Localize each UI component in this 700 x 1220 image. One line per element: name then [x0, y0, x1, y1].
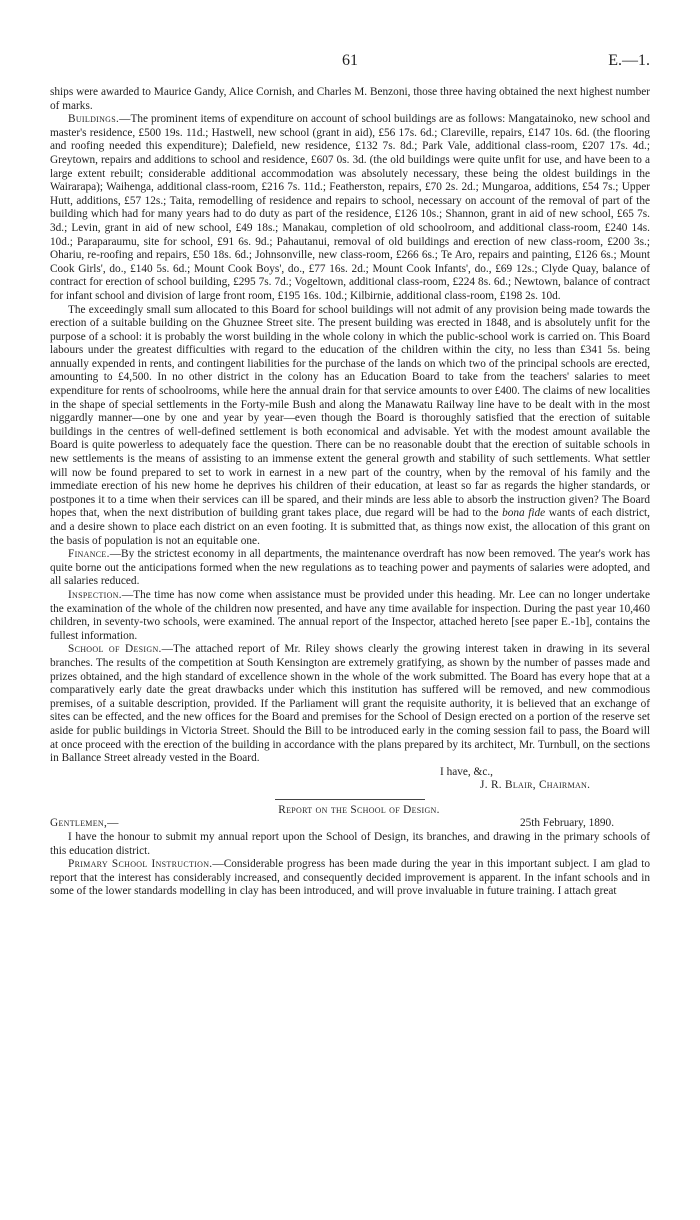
page-header [50, 52, 650, 78]
section-heading-primary: Primary School Instruction. [68, 858, 213, 871]
page-number: 61 [342, 52, 358, 69]
paragraph-scholarships [50, 86, 650, 113]
paragraph-text: I have the honour to submit my annual report upon the School of Design, its branches, and drawing in the primary schools of this education district. [50, 831, 650, 857]
paragraph-text: —The attached report of Mr. Riley shows clearly the growing interest taken in drawing in its several branches. The results of the competition at South Kensington are extremely gratifying, as shown by the number of passes made and prizes obtained, and the high standard of excellence shown in the whole of the work submitted. The Board has every hope that at a comparatively early date the great drawbacks under which this institution has suffered will be removed, and new commodious premises, of a suitable description, provided. If the Parliament will grant the requisite authority, it is believed that an exchange of sites can be effected, and the new offices for the Board and premises for the School of Design erected on a portion of the reserve set aside for public buildings in Victoria Street. Should the Bill to be introduced early in the coming session fail to pass, the Board will at once proceed with the erection of the building in accordance with the plans prepared by its architect, Mr. Turnbull, on the sections in Ballance Street already vested in the Board. [50, 643, 650, 765]
report-heading: Report on the School of Design. [278, 803, 440, 816]
paragraph-school-of-design [50, 643, 650, 765]
document-body [50, 86, 650, 899]
section-heading-buildings: Buildings. [68, 113, 120, 126]
paragraph-finance [50, 548, 650, 589]
paragraph-text: —By the strictest economy in all departments, the maintenance overdraft has now been removed. The year's work has quite borne out the anticipations formed when the new regulations as to teaching power and payments of salaries were adopted, and all salaries reduced. [50, 548, 650, 588]
section-divider [275, 799, 425, 800]
section-heading-finance: Finance. [68, 548, 110, 561]
paragraph-text: —Considerable progress has been made during the year in this important subject. I am glad to report that the interest has considerably increased, and consequently decided improvement is apparent. In the infant schools and in some of the lower standards modelling in clay has been introduced, and will prove invaluable in future training. I attach great [50, 858, 651, 898]
paragraph-text: —The time has now come when assistance must be provided under this heading. Mr. Lee can no longer undertake the examination of the whole of the children now presented, and have any time available for inspection. During the past year 10,460 children, in seventy-two schools, were examined. The annual report of the Inspector, attached hereto [see paper E.-1b], contains the fullest information. [50, 588, 650, 642]
paragraph-text: The exceedingly small sum allocated to this Board for school buildings will not admit of any provision being made towards the erection of a suitable building on the Ghuznee Street site. The present building was erected in 1848, and is absolutely unfit for the purpose of a school: it is probably the worst building in the whole colony in which the public-school work is carried on. This Board labours under the greatest difficulties with regard to the education of the children within the city, no less than £341 5s. being annually expended in rents, and contingent liabilities for the purchase of the lands on which two of the principal schools are erected, amounting to £4,500. In no other district in the colony has an Education Board to take from the teachers' salaries to meet expenditure for rents of schoolrooms, while here the annual drain for that service amounts to over £400. The claims of new localities in the shape of special settlements in the Forty-mile Bush and along the Manawatu Railway line have to be dealt with in the most niggardly manner—one by one and year by year—even though the Board is thoroughly satisfied that the erection of suitable buildings in the centres of well-defined settlement is both economical and advisable. Yet with the modest amount available the Board is quite powerless to adequately face the question. There can be no reasonable doubt that the erection of suitable schools in new settlements is the means of assisting to an immense extent the general growth and stability of such settlements. What settler will now be found prepared to set to work in earnest in a new part of the country, when by the removal of his family and the immediate erection of his new home he deprives his children of their education, at least so far as regards the higher standards, or postpones it to a time when their services can ill be spared, and their minds are less able to absorb the instruction given? The Board hopes that, when the next distribution of building grant takes place, due regard will be had to the [50, 303, 650, 520]
section-heading-school-of-design: School of Design. [68, 643, 162, 656]
paragraph-text: ships were awarded to Maurice Gandy, Alice Cornish, and Charles M. Benzoni, those three having obtained the next highest number of marks. [50, 86, 650, 112]
signature-name-row [50, 779, 650, 793]
paragraph-inspection [50, 589, 650, 643]
salutation: Gentlemen,— [50, 817, 119, 830]
signature-name: J. R. Blair, Chairman. [480, 779, 591, 792]
signature-closing: I have, &c., [440, 765, 494, 778]
paragraph-report-intro [50, 831, 650, 858]
signature-closing-row [50, 766, 650, 780]
section-heading-inspection: Inspection. [68, 588, 122, 601]
paper-reference: E.—1. [608, 52, 650, 69]
paragraph-building-grant [50, 304, 650, 549]
italic-phrase: bona fide [502, 507, 546, 520]
paragraph-buildings [50, 113, 650, 303]
report-date: 25th February, 1890. [520, 817, 615, 830]
paragraph-primary-instruction [50, 858, 650, 899]
salutation-row [50, 817, 650, 831]
paragraph-text: wants of each district, and a desire shown to place each district on an even footing. It is submitted that, as things now exist, the allocation of this grant on the basis of population is not an equitable one. [50, 507, 651, 547]
paragraph-text: —The prominent items of expenditure on account of school buildings are as follows: Mangatainoko, new school and master's residence, £500 19s. 11d.; Hastwell, new school (grant in aid), £56 17s. 6d.; Clareville, repairs, £147 10s. 6d. (the flooring and roofing needed this expenditure); Dalefield, new residence, £132 7s. 8d.; Park Vale, additional class-room, £207 17s. 4d.; Greytown, repairs and additions to school and residence, £607 0s. 3d. (the old buildings were quite unfit for use, and have been to a large extent rebuilt; considerable additional accommodation was absolutely necessary, these being the oldest buildings in the Wairarapa); Waihenga, additional class-room, £216 7s. 11d.; Featherston, repairs, £70 2s. 2d.; Mungaroa, additions, £54 7s.; Upper Hutt, additions, £57 12s.; Taita, remodelling of residence and repairs to school, necessary on account of the removal of part of the building which had for many years had to do duty as part of the residence, £126 10s.; Shannon, grant in aid of new school, £65 7s. 3d.; Levin, grant in aid of new school, £49 18s.; Manakau, completion of old schoolroom, and additional class-room, £240 14s. 10d.; Paraparaumu, site for school, £91 6s. 9d.; Pahautanui, removal of old buildings and erection of new class-room, £200 3s.; Ohariu, re-roofing and repairs, £50 18s. 6d.; Johnsonville, new class-room, £266 6s.; Te Aro, repairs and painting, £126 6s.; Mount Cook Girls', do., £140 5s. 6d.; Mount Cook Boys', do., £77 16s. 2d.; Mount Cook Infants', do., £69 12s.; Clyde Quay, balance of contract for erection of school building, £295 7s. 7d.; Vogeltown, additional class-room, £224 8s. 6d.; Newtown, balance of contract for infant school and division of large front room, £195 16s. 10d.; Kilbirnie, additional class-room, £198 2s. 10d. [50, 113, 650, 302]
